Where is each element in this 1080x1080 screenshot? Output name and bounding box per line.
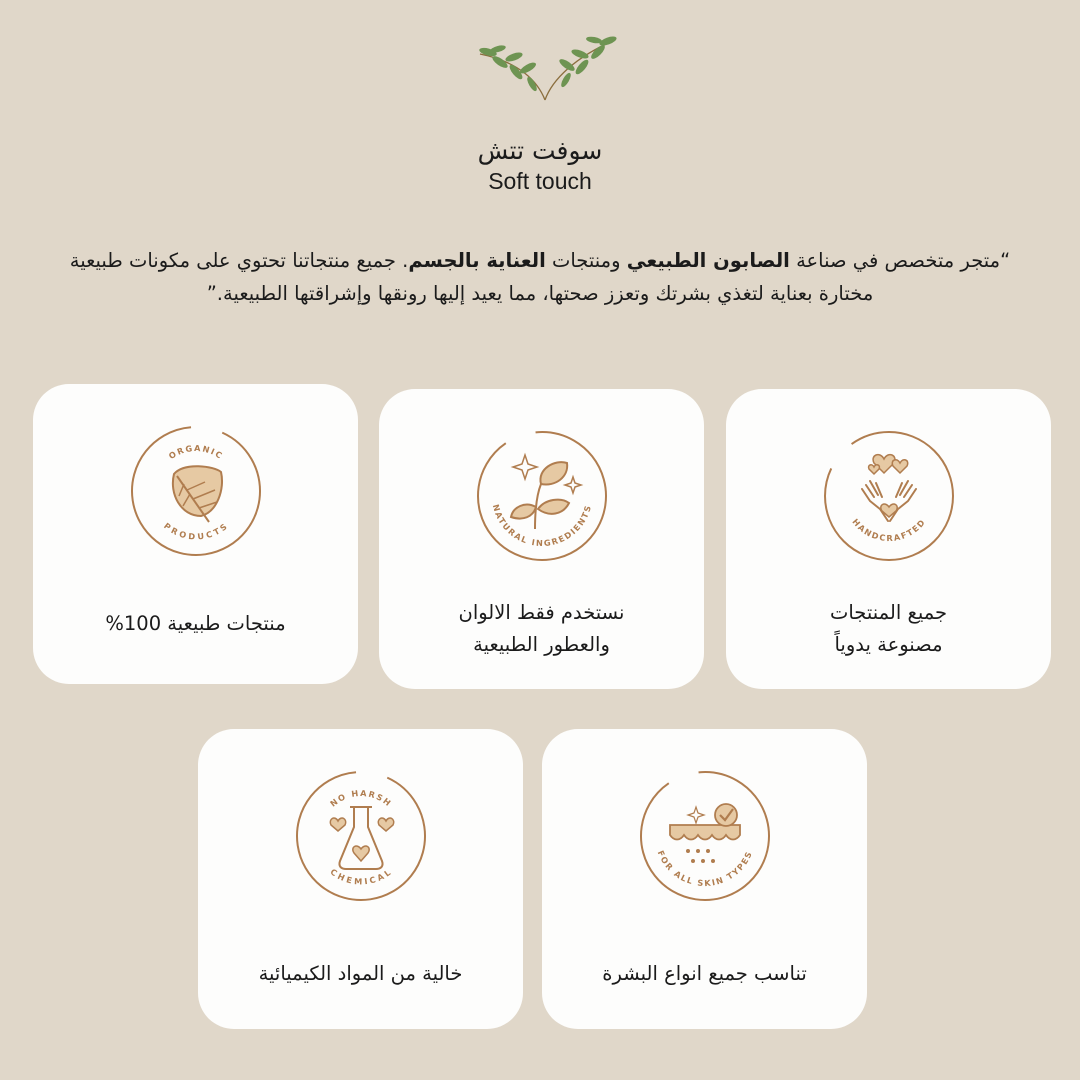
sprout-sparkle-icon <box>511 455 581 529</box>
intro-text: ومنتجات <box>545 249 627 272</box>
intro-paragraph <box>55 244 1025 310</box>
intro-text: “متجر متخصص في صناعة <box>789 249 1011 272</box>
badge-text: HANDCRAFTED <box>850 516 928 544</box>
feature-label: تناسب جميع انواع البشرة <box>602 962 807 985</box>
all-skin-types-badge <box>638 769 772 903</box>
svg-text:PRODUCTS <box>162 521 230 542</box>
skin-check-icon <box>670 804 740 863</box>
intro-text: . جميع منتجاتنا تحتوي على مكونات طبيعية مختارة بعناية لتغذي بشرتك وتعزز صحتها، مما يعيد إليها رونقها وإشراقتها الطبيعية.” <box>69 249 874 305</box>
hands-heart-icon <box>862 455 916 521</box>
feature-card-handcrafted <box>726 389 1051 689</box>
no-harsh-chemical-badge <box>294 769 428 903</box>
feature-card-all-skin-types <box>542 729 867 1029</box>
brand-name-arabic: سوفت تتش <box>477 136 603 165</box>
feature-card-natural-ingredients <box>379 389 704 689</box>
badge-text-top: NO HARSH <box>327 787 395 809</box>
flask-hearts-icon <box>330 807 393 869</box>
natural-ingredients-badge <box>475 429 609 563</box>
feature-label: خالية من المواد الكيميائية <box>258 962 463 985</box>
organic-products-badge <box>129 424 263 558</box>
leaf-icon <box>173 466 222 522</box>
feature-card-no-chemical <box>198 729 523 1029</box>
handcrafted-badge <box>822 429 956 563</box>
svg-text:NO HARSH <box>328 788 394 809</box>
badge-text-bottom: PRODUCTS <box>162 520 230 542</box>
feature-card-organic <box>33 384 358 684</box>
intro-bold-soap: الصابون الطبيعي <box>626 249 790 272</box>
feature-label: منتجات طبيعية 100% <box>105 612 286 635</box>
feature-label: نستخدم فقط الالوان والعطور الطبيعية <box>458 601 625 656</box>
svg-text:ORGANIC <box>167 443 225 461</box>
badge-text-bottom: CHEMICAL <box>328 866 394 887</box>
brand-name-english: Soft touch <box>488 168 592 194</box>
leaf-branch-logo <box>470 32 620 102</box>
badge-text: FOR ALL SKIN TYPES <box>655 848 755 889</box>
svg-text:FOR ALL SKIN TYPES <box>656 849 755 888</box>
badge-text: NATURAL INGREDIENTS <box>490 503 594 549</box>
feature-label: جميع المنتجات مصنوعة يدوياً <box>829 601 948 656</box>
svg-text:HANDCRAFTED <box>850 517 927 544</box>
badge-text-top: ORGANIC <box>166 442 226 462</box>
intro-bold-bodycare: العناية بالجسم <box>408 249 546 272</box>
